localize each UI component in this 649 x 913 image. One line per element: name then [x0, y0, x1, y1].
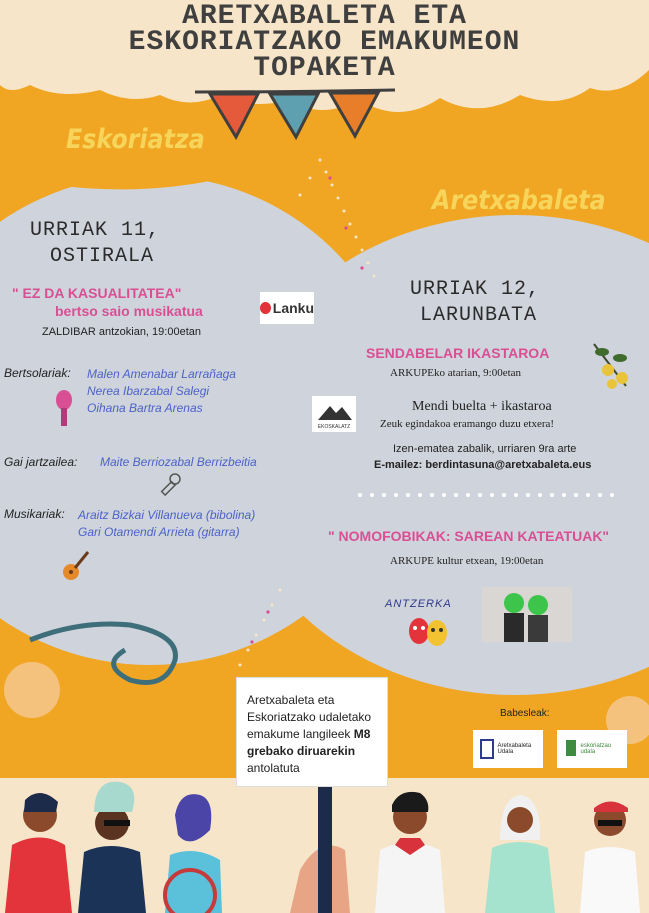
note-bold: M8 grebako diruarekin: [247, 727, 371, 758]
aretxabaleta-udala-text: Aretxabaleta Udala: [497, 743, 532, 755]
bertsolari-2: Nerea Ibarzabal Salegi: [87, 384, 210, 398]
day2-date: URRIAK 12,: [410, 278, 541, 301]
organizer-note: [237, 678, 387, 786]
lanku-mark-icon: [260, 302, 271, 314]
handheld-mic-icon: [158, 472, 182, 498]
note-text-1: Aretxabaleta eta Eskoriatzako udaletako emakume langileek: [247, 693, 372, 741]
lemon-branch-icon: [588, 340, 634, 392]
day1-event-subtitle: bertso saio musikatua: [55, 303, 203, 319]
town-right: Aretxabaleta: [432, 185, 606, 216]
mendi-note: Zeuk egindakoa eramango duzu etxera!: [380, 418, 555, 430]
mountain-icon: [314, 398, 354, 430]
workshop-venue: ARKUPEko atarian, 9:00etan: [390, 367, 522, 379]
email-line: E-mailez: berdintasuna@aretxabaleta.eus: [374, 459, 592, 471]
day1-date: URRIAK 11,: [30, 219, 161, 242]
musikaria-2: Gari Otamendi Arrieta (gitarra): [78, 525, 240, 539]
actors-photo-illustration: [482, 587, 572, 642]
note-text-2: antolatuta: [247, 761, 300, 775]
bertsolariak-label: Bertsolariak:: [4, 366, 71, 380]
eskoriatza-crest-icon: [564, 738, 578, 760]
decor-circle-left: [4, 662, 60, 718]
eskoriatza-udala-logo: [557, 730, 627, 768]
eskoriatza-udala-text: eskoriatzau udala: [580, 743, 612, 755]
lanku-logo-text: Lanku: [272, 300, 314, 316]
play-venue: ARKUPE kultur etxean, 19:00etan: [390, 555, 544, 567]
guitar-icon: [60, 548, 92, 582]
antzerka-logo: ANTZERKA: [385, 598, 452, 610]
theatre-masks-icon: [405, 614, 453, 650]
page-title: [0, 1, 649, 84]
registration-note: Izen-ematea zabalik, urriaren 9ra arte: [393, 443, 577, 455]
workshop-title: SENDABELAR IKASTAROA: [366, 345, 550, 361]
ekoskalatz-text: EKOSKALATZ: [317, 424, 351, 430]
play-title: " NOMOFOBIKAK: SAREAN KATEATUAK": [328, 528, 610, 544]
bertsolari-1: Malen Amenabar Larrañaga: [87, 367, 236, 381]
ekoskalatz-logo: [312, 396, 356, 432]
actors-photo: [482, 587, 572, 642]
sponsors-label: Babesleak:: [500, 708, 550, 719]
bertsolari-3: Oihana Bartra Arenas: [87, 401, 203, 415]
day2-weekday: LARUNBATA: [420, 304, 538, 327]
lanku-logo: [260, 292, 314, 324]
aretxabaleta-udala-logo: [473, 730, 543, 768]
musikariak-list: [78, 507, 255, 541]
day1-venue: ZALDIBAR antzokian, 19:00etan: [42, 326, 201, 338]
title-line-3: TOPAKETA: [253, 53, 396, 84]
day1-heading: [30, 218, 160, 270]
title-line-2: ESKORIATZAKO EMAKUMEON: [128, 27, 521, 58]
gai-label: Gai jartzailea:: [4, 455, 78, 469]
day2-heading: [410, 277, 540, 329]
gai-name: Maite Berriozabal Berrizbeitia: [100, 455, 257, 469]
town-left: Eskoriatza: [66, 124, 205, 155]
microphone-icon: [52, 390, 76, 430]
dotted-divider: [357, 491, 617, 499]
day1-weekday: OSTIRALA: [50, 245, 155, 268]
musikariak-label: Musikariak:: [4, 507, 65, 521]
musikaria-1: Araitz Bizkai Villanueva (bibolina): [78, 508, 256, 522]
flag-orange: [330, 93, 378, 136]
mendi-title: Mendi buelta + ikastaroa: [412, 399, 552, 414]
bertsolariak-list: [87, 366, 236, 417]
title-line-1: ARETXABALETA ETA: [182, 1, 467, 32]
aretxabaleta-crest-icon: [479, 738, 495, 760]
day1-event-title: " EZ DA KASUALITATEA": [12, 285, 182, 301]
